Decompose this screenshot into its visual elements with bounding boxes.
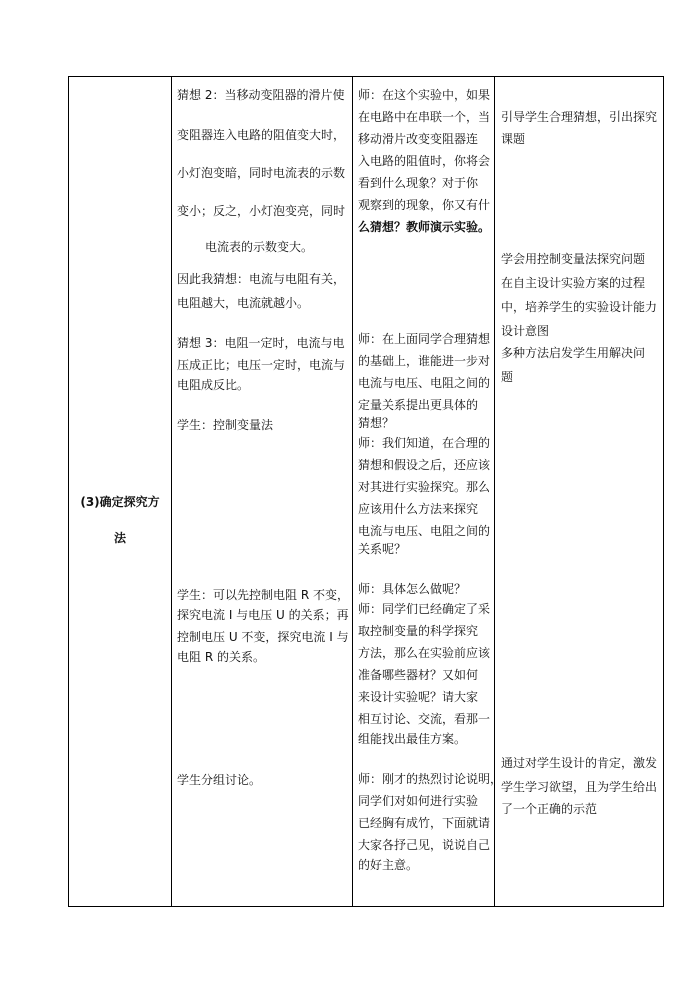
teacher-line: 么猜想？教师演示实验。 (358, 220, 491, 234)
teacher-line: 师：同学们已经确定了采 (358, 602, 491, 616)
guess3-line: 压成正比；电压一定时，电流与 (177, 358, 346, 372)
guess2-line: 变阻器连入电路的阻值变大时， (177, 128, 346, 142)
intent-line: 了一个正确的示范 (501, 802, 598, 816)
intent-line: 设计意图 (501, 324, 550, 338)
teacher-line: 的好主意。 (358, 858, 419, 872)
teacher-line: 对其进行实验探究。那么 (358, 480, 491, 494)
plan-line: 控制电压 U 不变，探究电流 I 与 (177, 630, 349, 644)
lesson-table (68, 76, 664, 907)
plan-line: 探究电流 I 与电压 U 的关系；再 (177, 608, 349, 622)
column-divider (352, 77, 353, 906)
teacher-line: 来设计实验呢？请大家 (358, 690, 479, 704)
column-divider (171, 77, 172, 906)
teacher-line: 电流与电压、电阻之间的 (358, 376, 491, 390)
intent-line: 多种方法启发学生用解决问 (501, 346, 646, 360)
teacher-line: 在电路中在串联一个，当 (358, 110, 491, 124)
teacher-line: 大家各抒己见，说说自己 (358, 838, 491, 852)
teacher-line: 电流与电压、电阻之间的 (358, 524, 491, 538)
teacher-line: 方法，那么在实验前应该 (358, 646, 491, 660)
teacher-line: 师：刚才的热烈讨论说明， (358, 772, 503, 786)
intent-line: 在自主设计实验方案的过程 (501, 276, 646, 290)
plan-line: 电阻 R 的关系。 (177, 650, 265, 664)
teacher-line: 相互讨论、交流，看那一 (358, 712, 491, 726)
teacher-line: 师：具体怎么做呢？ (358, 582, 467, 596)
stage-label-line-1: (3)确定探究方 (80, 495, 160, 509)
guess2-line: 电流表的示数变大。 (205, 240, 314, 254)
teacher-line: 的基础上，谁能进一步对 (358, 354, 491, 368)
teacher-line: 组能找出最佳方案。 (358, 732, 467, 746)
conclusion-line: 因此我猜想：电流与电阻有关， (177, 272, 346, 286)
stage-label-line-2: 法 (113, 531, 126, 545)
teacher-line: 同学们对如何进行实验 (358, 794, 479, 808)
conclusion-line: 电阻越大，电流就越小。 (177, 296, 310, 310)
guess2-line: 变小；反之，小灯泡变亮，同时 (177, 204, 346, 218)
intent-line: 题 (501, 370, 514, 384)
intent-line: 课题 (501, 132, 526, 146)
teacher-line: 师：在这个实验中，如果 (358, 88, 491, 102)
guess3-line: 猜想 3：电阻一定时，电流与电 (177, 336, 345, 350)
teacher-line: 猜想？ (358, 416, 395, 430)
teacher-line: 看到什么现象？对于你 (358, 176, 479, 190)
teacher-line: 师：我们知道，在合理的 (358, 436, 491, 450)
intent-line: 引导学生合理猜想，引出探究 (501, 110, 658, 124)
teacher-line: 准备哪些器材？又如何 (358, 668, 479, 682)
group-discussion-text: 学生分组讨论。 (177, 773, 262, 787)
teacher-line: 师：在上面同学合理猜想 (358, 332, 491, 346)
method-text: 学生：控制变量法 (177, 418, 274, 432)
teacher-line: 观察到的现象，你又有什 (358, 198, 491, 212)
teacher-line: 定量关系提出更具体的 (358, 398, 479, 412)
intent-line: 通过对学生设计的肯定，激发 (501, 756, 658, 770)
intent-line: 学生学习欲望，且为学生给出 (501, 780, 658, 794)
teacher-line: 应该用什么方法来探究 (358, 502, 479, 516)
intent-line: 中，培养学生的实验设计能力 (501, 300, 658, 314)
teacher-line: 关系呢？ (358, 542, 407, 556)
guess2-line: 小灯泡变暗，同时电流表的示数 (177, 166, 346, 180)
guess2-line: 猜想 2：当移动变阻器的滑片使 (177, 88, 345, 102)
teacher-line: 移动滑片改变变阻器连 (358, 132, 479, 146)
teacher-line: 猜想和假设之后，还应该 (358, 458, 491, 472)
teacher-line: 已经胸有成竹，下面就请 (358, 816, 491, 830)
teacher-line: 取控制变量的科学探究 (358, 624, 479, 638)
guess3-line: 电阻成反比。 (177, 378, 250, 392)
intent-line: 学会用控制变量法探究问题 (501, 252, 646, 266)
teacher-line: 入电路的阻值时，你将会 (358, 154, 491, 168)
plan-line: 学生：可以先控制电阻 R 不变， (177, 588, 349, 602)
